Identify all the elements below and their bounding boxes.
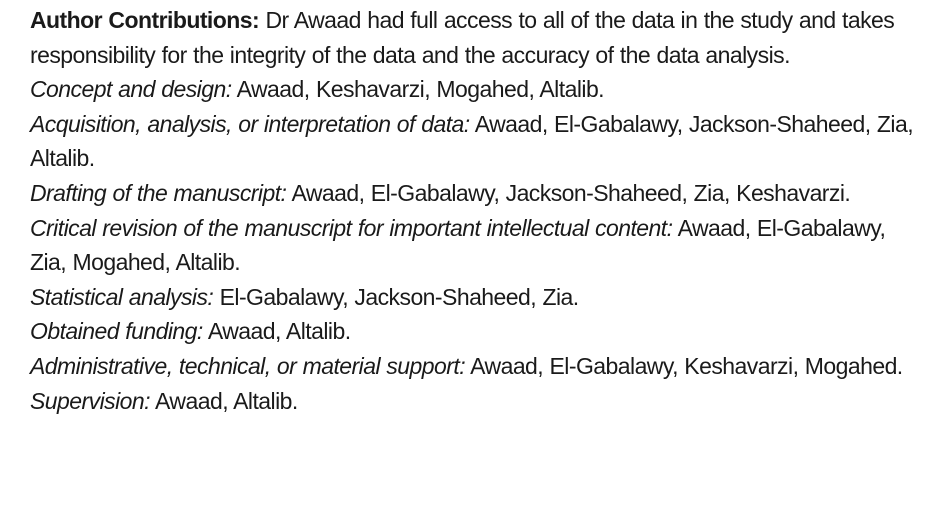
contribution-names: Awaad, El-Gabalawy, Keshavarzi, Mogahed. (470, 352, 903, 379)
contribution-names: Awaad, El-Gabalawy, Jackson-Shaheed, Zia, Altalib. (30, 110, 914, 172)
contribution-critical-revision (30, 211, 924, 280)
section-heading: Author Contributions: (30, 7, 260, 33)
contribution-role: Administrative, technical, or material support: (30, 352, 466, 379)
contribution-role: Statistical analysis: (30, 283, 214, 310)
contribution-names: Awaad, Altalib. (207, 318, 351, 345)
contribution-role: Obtained funding: (30, 318, 203, 345)
contribution-names: El-Gabalawy, Jackson-Shaheed, Zia. (219, 283, 579, 310)
contribution-acquisition (30, 107, 924, 176)
contribution-names: Awaad, El-Gabalawy, Zia, Mogahed, Altalib. (30, 214, 886, 276)
contribution-concept-design (30, 72, 924, 107)
contribution-role: Drafting of the manuscript: (30, 179, 287, 206)
contribution-drafting (30, 176, 924, 211)
contribution-funding (30, 314, 924, 349)
intro-paragraph (30, 3, 924, 72)
contribution-role: Concept and design: (30, 76, 232, 103)
contribution-names: Awaad, Keshavarzi, Mogahed, Altalib. (236, 76, 605, 103)
contribution-role: Critical revision of the manuscript for important intellectual content: (30, 214, 673, 241)
contribution-statistical-analysis (30, 280, 924, 315)
intro-text: Dr Awaad had full access to all of the data in the study and takes responsibility for the integrity of the data and the accuracy of the data analysis. (30, 7, 895, 68)
contribution-supervision (30, 384, 924, 419)
contribution-names: Awaad, Altalib. (155, 387, 298, 414)
contribution-role: Supervision: (30, 387, 150, 414)
contribution-names: Awaad, El-Gabalawy, Jackson-Shaheed, Zia, Keshavarzi. (291, 179, 851, 206)
contribution-administrative-support (30, 349, 924, 384)
contribution-role: Acquisition, analysis, or interpretation of data: (30, 110, 470, 137)
